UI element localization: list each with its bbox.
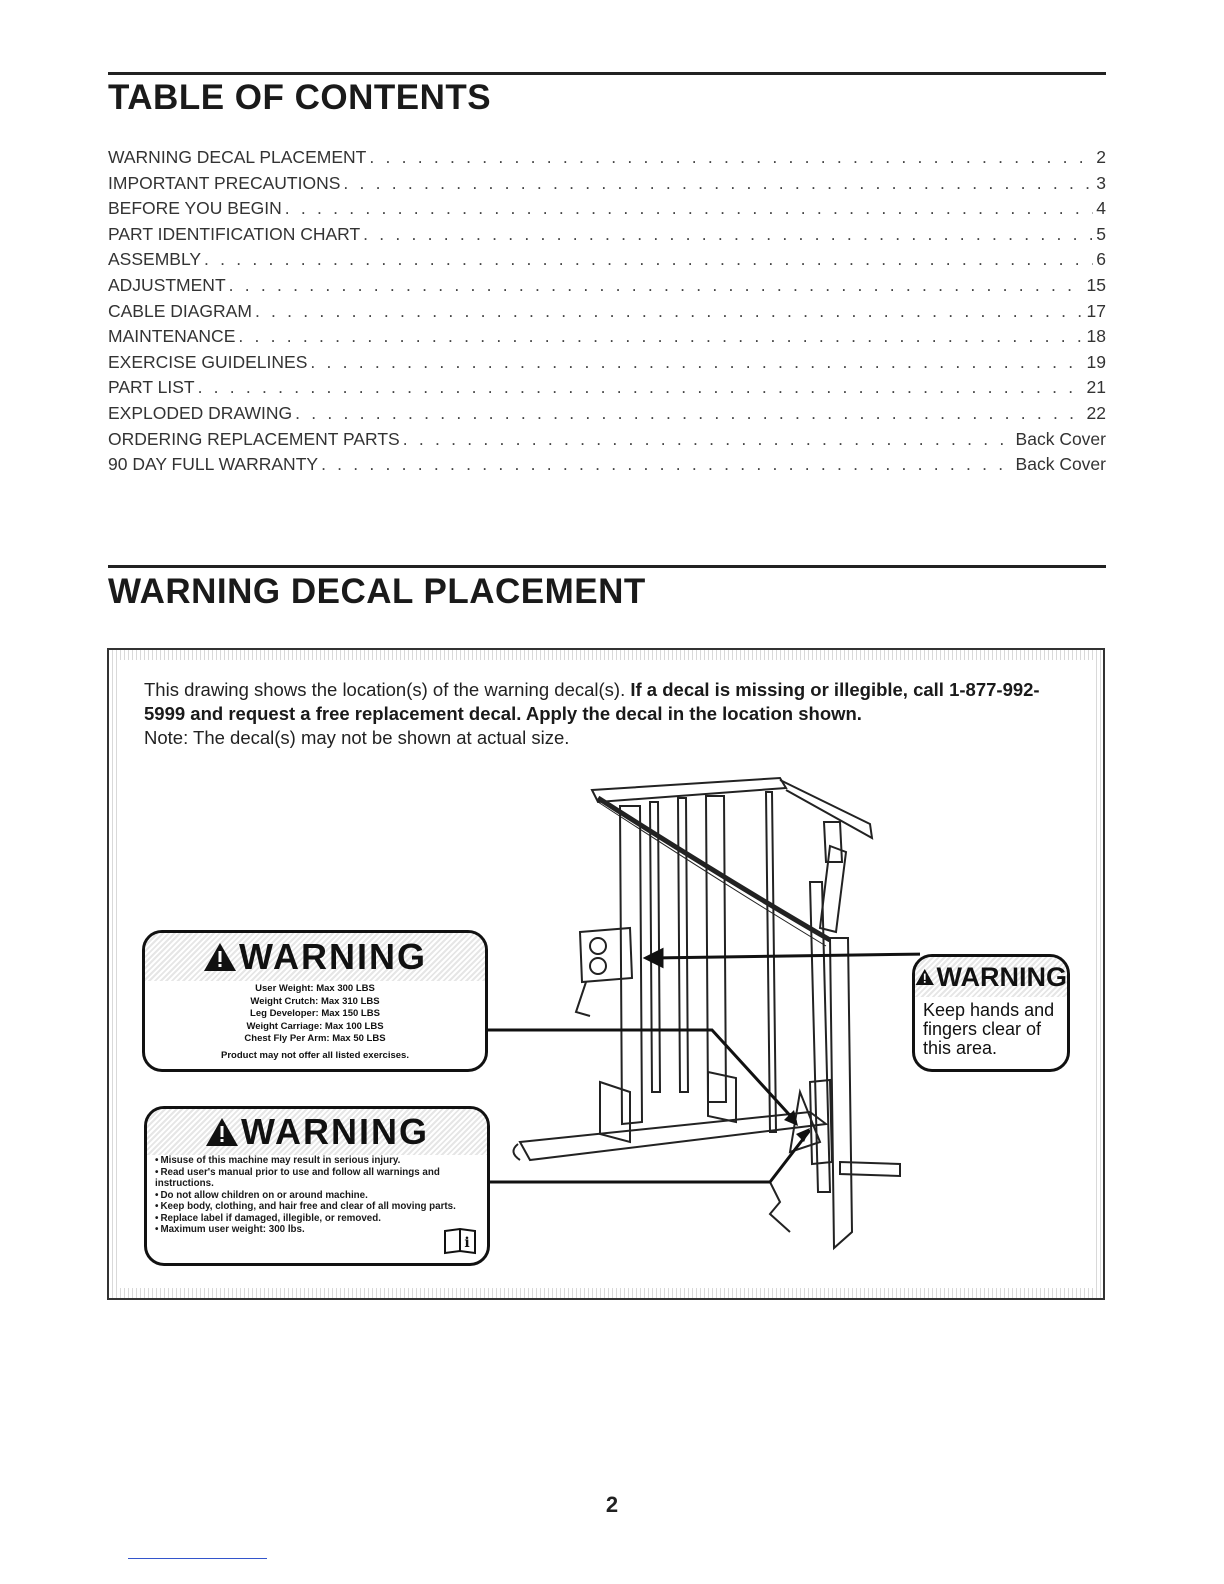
warning-item: • Misuse of this machine may result in serious injury. bbox=[155, 1155, 483, 1167]
warning-triangle-icon bbox=[205, 1117, 239, 1147]
toc-dot-leader bbox=[321, 454, 1012, 475]
toc-list bbox=[108, 147, 1106, 480]
toc-entry-page: Back Cover bbox=[1015, 428, 1106, 449]
toc-entry bbox=[108, 403, 1106, 429]
toc-entry-page: Back Cover bbox=[1015, 454, 1106, 475]
toc-entry bbox=[108, 275, 1106, 301]
toc-entry-page: 15 bbox=[1086, 274, 1106, 295]
toc-top-rule bbox=[108, 72, 1106, 75]
toc-entry-label: PART LIST bbox=[108, 377, 195, 398]
general-warning-decal bbox=[144, 1106, 490, 1266]
weight-limit-line: Weight Crutch: Max 310 LBS bbox=[250, 995, 380, 1007]
toc-entry-page: 17 bbox=[1086, 300, 1106, 321]
toc-dot-leader bbox=[295, 403, 1083, 424]
toc-entry-page: 4 bbox=[1096, 198, 1106, 219]
toc-entry-page: 2 bbox=[1096, 147, 1106, 167]
toc-entry-label: IMPORTANT PRECAUTIONS bbox=[108, 172, 341, 193]
warning-text: WARNING bbox=[241, 1111, 429, 1152]
intro-note: Note: The decal(s) may not be shown at actual size. bbox=[144, 727, 570, 748]
toc-entry bbox=[108, 301, 1106, 327]
weight-limit-line: Leg Developer: Max 150 LBS bbox=[250, 1008, 380, 1019]
weight-limit-line: Chest Fly Per Arm: Max 50 LBS bbox=[244, 1033, 386, 1044]
warning-item: • Maximum user weight: 300 lbs. bbox=[155, 1224, 483, 1236]
toc-entry-label: EXERCISE GUIDELINES bbox=[108, 351, 308, 372]
general-warning-list bbox=[147, 1155, 487, 1236]
toc-entry-label: BEFORE YOU BEGIN bbox=[108, 198, 282, 219]
toc-dot-leader bbox=[343, 173, 1093, 194]
toc-entry bbox=[108, 173, 1106, 199]
toc-entry-page: 21 bbox=[1086, 377, 1106, 398]
warning-triangle-icon bbox=[915, 966, 935, 988]
warning-item: • Replace label if damaged, illegible, or removed. bbox=[155, 1213, 483, 1225]
toc-dot-leader bbox=[198, 377, 1084, 398]
toc-entry-page: 3 bbox=[1096, 172, 1106, 193]
toc-dot-leader bbox=[403, 429, 1013, 450]
footer-line bbox=[128, 1558, 267, 1559]
toc-entry-label: ADJUSTMENT bbox=[108, 274, 226, 295]
warning-text: WARNING bbox=[936, 961, 1067, 992]
toc-entry-label: ASSEMBLY bbox=[108, 249, 202, 270]
page-number: 2 bbox=[605, 1492, 619, 1517]
toc-dot-leader bbox=[238, 326, 1083, 347]
toc-entry-label: PART IDENTIFICATION CHART bbox=[108, 223, 361, 244]
toc-dot-leader bbox=[310, 352, 1083, 373]
toc-dot-leader bbox=[369, 147, 1093, 168]
decal-heading bbox=[145, 933, 485, 981]
toc-entry bbox=[108, 326, 1106, 352]
warning-top-rule bbox=[108, 565, 1106, 568]
toc-entry-label: WARNING DECAL PLACEMENT bbox=[108, 147, 367, 167]
toc-entry bbox=[108, 454, 1106, 480]
toc-entry-label: CABLE DIAGRAM bbox=[108, 300, 252, 321]
toc-dot-leader bbox=[204, 249, 1093, 270]
toc-entry-label: 90 DAY FULL WARRANTY bbox=[108, 454, 319, 475]
toc-entry bbox=[108, 352, 1106, 378]
warning-item: • Keep body, clothing, and hair free and clear of all moving parts. bbox=[155, 1201, 483, 1213]
toc-entry-page: 19 bbox=[1086, 351, 1106, 372]
weight-footer: Product may not offer all listed exercises. bbox=[221, 1049, 409, 1061]
warning-item: • Read user's manual prior to use and follow all warnings and instructions. bbox=[155, 1167, 483, 1190]
warning-text: WARNING bbox=[239, 936, 427, 977]
intro-bold-text: If a decal is missing or illegible, call 1-877-992-5999 and request a free replacement decal. Apply the decal in the location shown. bbox=[144, 679, 1040, 724]
toc-dot-leader bbox=[285, 198, 1094, 219]
intro-text: This drawing shows the location(s) of the warning decal(s). bbox=[144, 679, 631, 700]
toc-entry-label: EXPLODED DRAWING bbox=[108, 402, 293, 423]
decal-heading bbox=[915, 957, 1067, 997]
toc-entry bbox=[108, 249, 1106, 275]
warning-triangle-icon bbox=[203, 942, 237, 972]
hands-warning-decal bbox=[912, 954, 1070, 1072]
toc-dot-leader bbox=[229, 275, 1084, 296]
decal-intro bbox=[144, 678, 1064, 750]
svg-text:i: i bbox=[464, 1235, 470, 1251]
pointer-lines bbox=[480, 1020, 810, 1200]
toc-entry-label: ORDERING REPLACEMENT PARTS bbox=[108, 428, 400, 449]
toc-entry bbox=[108, 147, 1106, 173]
decal-heading bbox=[147, 1109, 487, 1155]
toc-entry bbox=[108, 377, 1106, 403]
toc-entry-label: MAINTENANCE bbox=[108, 326, 236, 347]
weight-limit-line: Weight Carriage: Max 100 LBS bbox=[246, 1020, 384, 1032]
toc-dot-leader bbox=[363, 224, 1093, 245]
toc-title: TABLE OF CONTENTS bbox=[108, 78, 492, 117]
toc-entry-page: 18 bbox=[1086, 326, 1106, 347]
warning-section-title: WARNING DECAL PLACEMENT bbox=[108, 572, 646, 611]
warning-item: • Do not allow children on or around machine. bbox=[155, 1190, 483, 1202]
weight-limit-line: User Weight: Max 300 LBS bbox=[255, 983, 375, 994]
toc-dot-leader bbox=[255, 301, 1084, 322]
weight-limits-decal bbox=[142, 930, 488, 1072]
weight-lines bbox=[145, 981, 485, 1046]
toc-entry-page: 6 bbox=[1096, 249, 1106, 270]
hands-warning-text: Keep hands and fingers clear of this area. bbox=[923, 1000, 1055, 1058]
toc-entry bbox=[108, 429, 1106, 455]
toc-entry bbox=[108, 198, 1106, 224]
toc-entry-page: 5 bbox=[1096, 223, 1106, 244]
toc-entry bbox=[108, 224, 1106, 250]
read-manual-icon bbox=[443, 1227, 477, 1255]
toc-entry-page: 22 bbox=[1086, 402, 1106, 423]
